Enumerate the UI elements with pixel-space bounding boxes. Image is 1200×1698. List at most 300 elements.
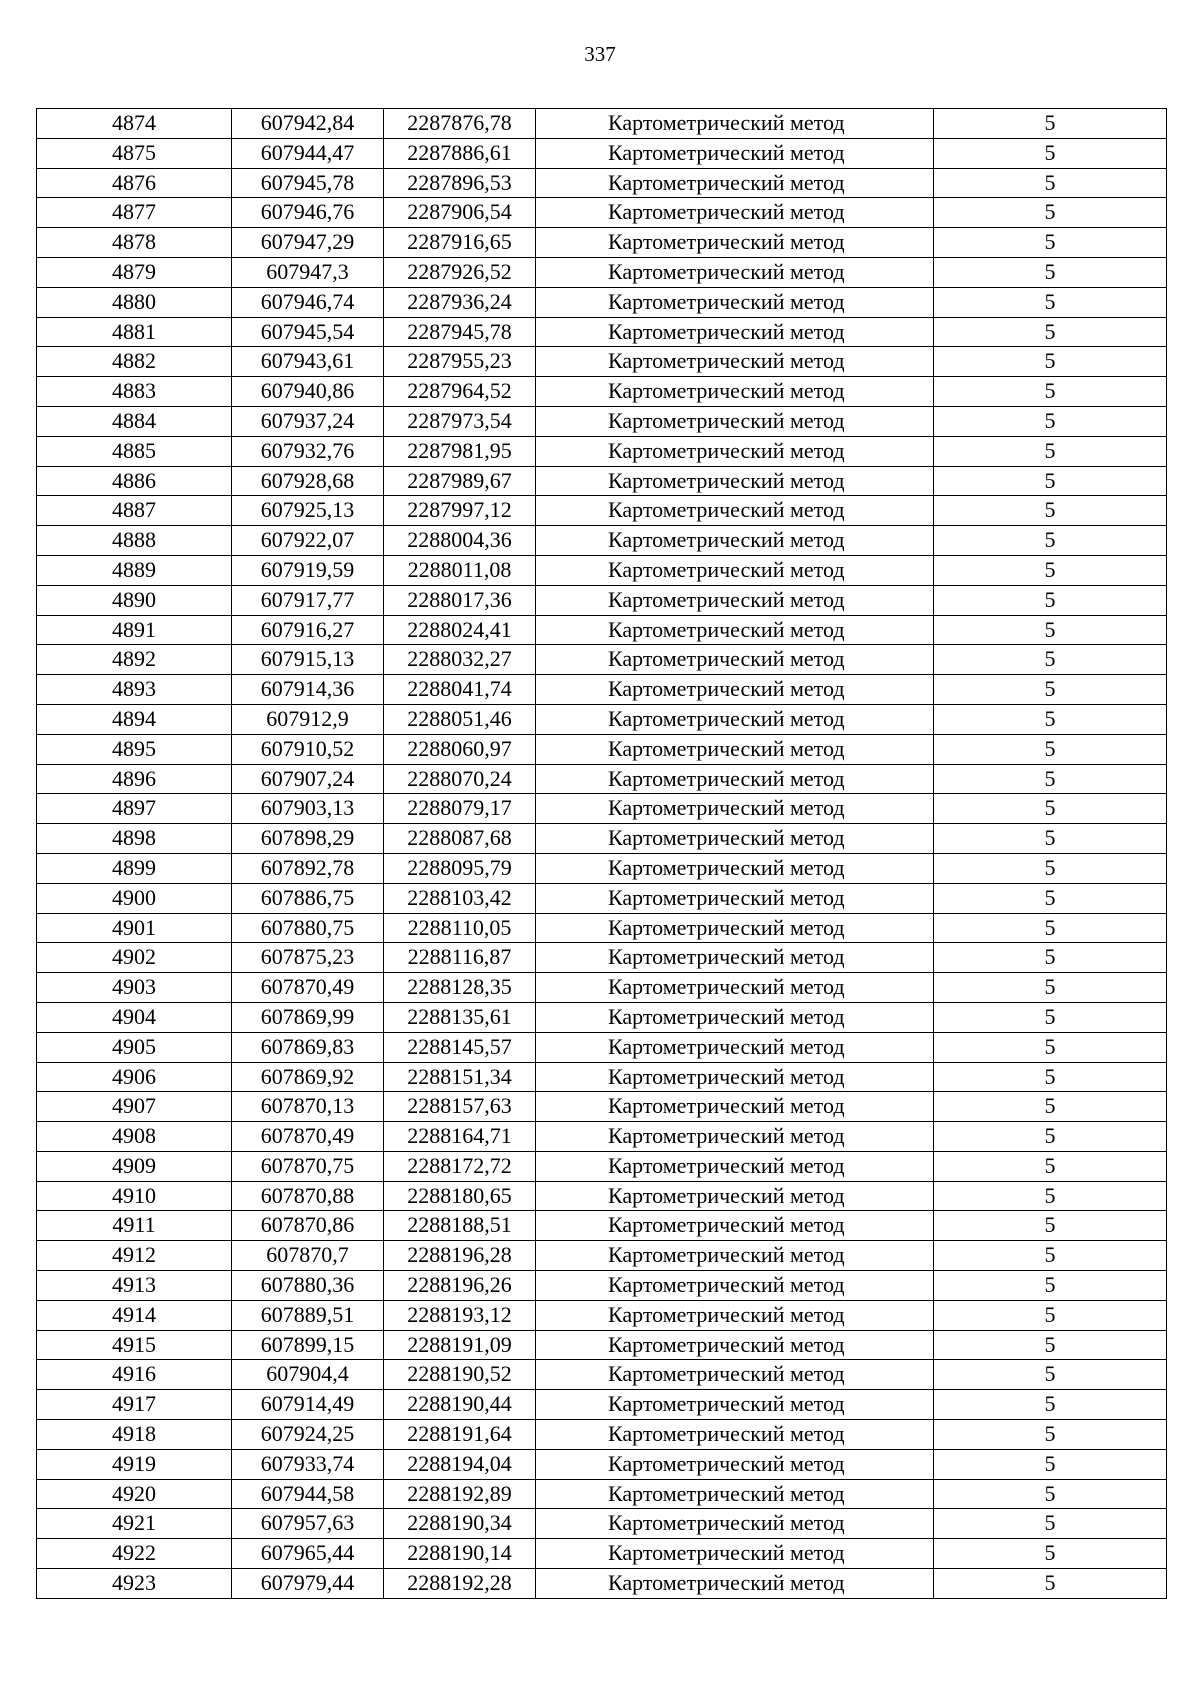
point-number-cell: 4911 — [37, 1211, 232, 1241]
y-coordinate-cell: 2288145,57 — [384, 1032, 536, 1062]
accuracy-cell: 5 — [934, 406, 1167, 436]
method-cell: Картометрический метод — [536, 257, 934, 287]
table-row — [37, 1151, 1167, 1181]
point-number-cell: 4899 — [37, 853, 232, 883]
accuracy-cell: 5 — [934, 347, 1167, 377]
accuracy-cell: 5 — [934, 973, 1167, 1003]
y-coordinate-cell: 2287886,61 — [384, 138, 536, 168]
x-coordinate-cell: 607869,92 — [232, 1062, 384, 1092]
point-number-cell: 4884 — [37, 406, 232, 436]
table-row — [37, 704, 1167, 734]
y-coordinate-cell: 2288193,12 — [384, 1300, 536, 1330]
y-coordinate-cell: 2288192,28 — [384, 1569, 536, 1599]
x-coordinate-cell: 607945,78 — [232, 168, 384, 198]
x-coordinate-cell: 607947,3 — [232, 257, 384, 287]
accuracy-cell: 5 — [934, 943, 1167, 973]
table-row — [37, 943, 1167, 973]
method-cell: Картометрический метод — [536, 1211, 934, 1241]
method-cell: Картометрический метод — [536, 555, 934, 585]
accuracy-cell: 5 — [934, 1569, 1167, 1599]
y-coordinate-cell: 2288135,61 — [384, 1002, 536, 1032]
point-number-cell: 4914 — [37, 1300, 232, 1330]
point-number-cell: 4898 — [37, 824, 232, 854]
accuracy-cell: 5 — [934, 824, 1167, 854]
accuracy-cell: 5 — [934, 228, 1167, 258]
method-cell: Картометрический метод — [536, 228, 934, 258]
table-row — [37, 168, 1167, 198]
table-row — [37, 257, 1167, 287]
y-coordinate-cell: 2288157,63 — [384, 1092, 536, 1122]
x-coordinate-cell: 607942,84 — [232, 109, 384, 139]
y-coordinate-cell: 2288017,36 — [384, 585, 536, 615]
x-coordinate-cell: 607880,36 — [232, 1271, 384, 1301]
method-cell: Картометрический метод — [536, 913, 934, 943]
y-coordinate-cell: 2287989,67 — [384, 466, 536, 496]
table-row — [37, 1479, 1167, 1509]
accuracy-cell: 5 — [934, 436, 1167, 466]
point-number-cell: 4923 — [37, 1569, 232, 1599]
table-row — [37, 1062, 1167, 1092]
table-row — [37, 1241, 1167, 1271]
table-row — [37, 1509, 1167, 1539]
method-cell: Картометрический метод — [536, 764, 934, 794]
method-cell: Картометрический метод — [536, 853, 934, 883]
table-row — [37, 109, 1167, 139]
x-coordinate-cell: 607940,86 — [232, 377, 384, 407]
y-coordinate-cell: 2287964,52 — [384, 377, 536, 407]
table-row — [37, 734, 1167, 764]
x-coordinate-cell: 607925,13 — [232, 496, 384, 526]
y-coordinate-cell: 2287997,12 — [384, 496, 536, 526]
y-coordinate-cell: 2288103,42 — [384, 883, 536, 913]
x-coordinate-cell: 607903,13 — [232, 794, 384, 824]
x-coordinate-cell: 607922,07 — [232, 526, 384, 556]
method-cell: Картометрический метод — [536, 526, 934, 556]
y-coordinate-cell: 2288180,65 — [384, 1181, 536, 1211]
table-row — [37, 764, 1167, 794]
x-coordinate-cell: 607932,76 — [232, 436, 384, 466]
x-coordinate-cell: 607944,58 — [232, 1479, 384, 1509]
method-cell: Картометрический метод — [536, 1569, 934, 1599]
accuracy-cell: 5 — [934, 1211, 1167, 1241]
x-coordinate-cell: 607892,78 — [232, 853, 384, 883]
x-coordinate-cell: 607946,76 — [232, 198, 384, 228]
point-number-cell: 4881 — [37, 317, 232, 347]
table-row — [37, 1122, 1167, 1152]
table-row — [37, 1002, 1167, 1032]
method-cell: Картометрический метод — [536, 1420, 934, 1450]
accuracy-cell: 5 — [934, 1330, 1167, 1360]
table-row — [37, 615, 1167, 645]
table-row — [37, 138, 1167, 168]
accuracy-cell: 5 — [934, 138, 1167, 168]
accuracy-cell: 5 — [934, 466, 1167, 496]
y-coordinate-cell: 2287973,54 — [384, 406, 536, 436]
accuracy-cell: 5 — [934, 1241, 1167, 1271]
x-coordinate-cell: 607870,88 — [232, 1181, 384, 1211]
point-number-cell: 4901 — [37, 913, 232, 943]
x-coordinate-cell: 607870,75 — [232, 1151, 384, 1181]
point-number-cell: 4910 — [37, 1181, 232, 1211]
table-row — [37, 496, 1167, 526]
method-cell: Картометрический метод — [536, 943, 934, 973]
table-row — [37, 1539, 1167, 1569]
x-coordinate-cell: 607965,44 — [232, 1539, 384, 1569]
y-coordinate-cell: 2288191,64 — [384, 1420, 536, 1450]
method-cell: Картометрический метод — [536, 406, 934, 436]
x-coordinate-cell: 607870,49 — [232, 1122, 384, 1152]
x-coordinate-cell: 607870,7 — [232, 1241, 384, 1271]
accuracy-cell: 5 — [934, 853, 1167, 883]
point-number-cell: 4909 — [37, 1151, 232, 1181]
accuracy-cell: 5 — [934, 198, 1167, 228]
accuracy-cell: 5 — [934, 883, 1167, 913]
point-number-cell: 4889 — [37, 555, 232, 585]
method-cell: Картометрический метод — [536, 973, 934, 1003]
y-coordinate-cell: 2288110,05 — [384, 913, 536, 943]
point-number-cell: 4908 — [37, 1122, 232, 1152]
x-coordinate-cell: 607946,74 — [232, 287, 384, 317]
point-number-cell: 4882 — [37, 347, 232, 377]
x-coordinate-cell: 607870,13 — [232, 1092, 384, 1122]
table-row — [37, 794, 1167, 824]
method-cell: Картометрический метод — [536, 1330, 934, 1360]
y-coordinate-cell: 2288011,08 — [384, 555, 536, 585]
method-cell: Картометрический метод — [536, 1062, 934, 1092]
x-coordinate-cell: 607916,27 — [232, 615, 384, 645]
accuracy-cell: 5 — [934, 1062, 1167, 1092]
table-row — [37, 883, 1167, 913]
method-cell: Картометрический метод — [536, 436, 934, 466]
x-coordinate-cell: 607957,63 — [232, 1509, 384, 1539]
method-cell: Картометрический метод — [536, 168, 934, 198]
x-coordinate-cell: 607910,52 — [232, 734, 384, 764]
y-coordinate-cell: 2288051,46 — [384, 704, 536, 734]
point-number-cell: 4875 — [37, 138, 232, 168]
y-coordinate-cell: 2288079,17 — [384, 794, 536, 824]
x-coordinate-cell: 607898,29 — [232, 824, 384, 854]
table-row — [37, 824, 1167, 854]
accuracy-cell: 5 — [934, 1092, 1167, 1122]
y-coordinate-cell: 2287981,95 — [384, 436, 536, 466]
y-coordinate-cell: 2287936,24 — [384, 287, 536, 317]
point-number-cell: 4880 — [37, 287, 232, 317]
coordinates-table — [36, 108, 1167, 1599]
method-cell: Картометрический метод — [536, 1181, 934, 1211]
accuracy-cell: 5 — [934, 764, 1167, 794]
accuracy-cell: 5 — [934, 526, 1167, 556]
method-cell: Картометрический метод — [536, 824, 934, 854]
accuracy-cell: 5 — [934, 585, 1167, 615]
accuracy-cell: 5 — [934, 168, 1167, 198]
method-cell: Картометрический метод — [536, 1360, 934, 1390]
x-coordinate-cell: 607924,25 — [232, 1420, 384, 1450]
point-number-cell: 4877 — [37, 198, 232, 228]
accuracy-cell: 5 — [934, 794, 1167, 824]
table-row — [37, 287, 1167, 317]
point-number-cell: 4920 — [37, 1479, 232, 1509]
accuracy-cell: 5 — [934, 1151, 1167, 1181]
method-cell: Картометрический метод — [536, 1002, 934, 1032]
method-cell: Картометрический метод — [536, 704, 934, 734]
table-row — [37, 645, 1167, 675]
y-coordinate-cell: 2287916,65 — [384, 228, 536, 258]
accuracy-cell: 5 — [934, 615, 1167, 645]
accuracy-cell: 5 — [934, 1479, 1167, 1509]
accuracy-cell: 5 — [934, 1002, 1167, 1032]
point-number-cell: 4903 — [37, 973, 232, 1003]
accuracy-cell: 5 — [934, 913, 1167, 943]
point-number-cell: 4885 — [37, 436, 232, 466]
y-coordinate-cell: 2288024,41 — [384, 615, 536, 645]
accuracy-cell: 5 — [934, 1032, 1167, 1062]
y-coordinate-cell: 2288188,51 — [384, 1211, 536, 1241]
point-number-cell: 4906 — [37, 1062, 232, 1092]
y-coordinate-cell: 2288128,35 — [384, 973, 536, 1003]
accuracy-cell: 5 — [934, 555, 1167, 585]
x-coordinate-cell: 607904,4 — [232, 1360, 384, 1390]
accuracy-cell: 5 — [934, 496, 1167, 526]
method-cell: Картометрический метод — [536, 109, 934, 139]
accuracy-cell: 5 — [934, 1509, 1167, 1539]
point-number-cell: 4918 — [37, 1420, 232, 1450]
x-coordinate-cell: 607899,15 — [232, 1330, 384, 1360]
table-row — [37, 406, 1167, 436]
y-coordinate-cell: 2288116,87 — [384, 943, 536, 973]
table-row — [37, 1569, 1167, 1599]
accuracy-cell: 5 — [934, 257, 1167, 287]
accuracy-cell: 5 — [934, 377, 1167, 407]
method-cell: Картометрический метод — [536, 645, 934, 675]
table-row — [37, 1300, 1167, 1330]
point-number-cell: 4888 — [37, 526, 232, 556]
accuracy-cell: 5 — [934, 1539, 1167, 1569]
method-cell: Картометрический метод — [536, 734, 934, 764]
table-row — [37, 1271, 1167, 1301]
table-row — [37, 1420, 1167, 1450]
y-coordinate-cell: 2288191,09 — [384, 1330, 536, 1360]
table-row — [37, 555, 1167, 585]
method-cell: Картометрический метод — [536, 883, 934, 913]
method-cell: Картометрический метод — [536, 138, 934, 168]
table-row — [37, 585, 1167, 615]
accuracy-cell: 5 — [934, 645, 1167, 675]
method-cell: Картометрический метод — [536, 1122, 934, 1152]
point-number-cell: 4887 — [37, 496, 232, 526]
x-coordinate-cell: 607870,86 — [232, 1211, 384, 1241]
y-coordinate-cell: 2288164,71 — [384, 1122, 536, 1152]
point-number-cell: 4913 — [37, 1271, 232, 1301]
x-coordinate-cell: 607943,61 — [232, 347, 384, 377]
point-number-cell: 4894 — [37, 704, 232, 734]
point-number-cell: 4878 — [37, 228, 232, 258]
x-coordinate-cell: 607889,51 — [232, 1300, 384, 1330]
point-number-cell: 4874 — [37, 109, 232, 139]
method-cell: Картометрический метод — [536, 1479, 934, 1509]
y-coordinate-cell: 2288172,72 — [384, 1151, 536, 1181]
accuracy-cell: 5 — [934, 1122, 1167, 1152]
method-cell: Картометрический метод — [536, 675, 934, 705]
method-cell: Картометрический метод — [536, 1151, 934, 1181]
x-coordinate-cell: 607869,99 — [232, 1002, 384, 1032]
table-row — [37, 1211, 1167, 1241]
table-row — [37, 436, 1167, 466]
x-coordinate-cell: 607907,24 — [232, 764, 384, 794]
y-coordinate-cell: 2288190,44 — [384, 1390, 536, 1420]
method-cell: Картометрический метод — [536, 1241, 934, 1271]
table-row — [37, 1360, 1167, 1390]
method-cell: Картометрический метод — [536, 377, 934, 407]
accuracy-cell: 5 — [934, 675, 1167, 705]
point-number-cell: 4912 — [37, 1241, 232, 1271]
point-number-cell: 4917 — [37, 1390, 232, 1420]
y-coordinate-cell: 2287896,53 — [384, 168, 536, 198]
x-coordinate-cell: 607947,29 — [232, 228, 384, 258]
point-number-cell: 4893 — [37, 675, 232, 705]
accuracy-cell: 5 — [934, 317, 1167, 347]
y-coordinate-cell: 2288087,68 — [384, 824, 536, 854]
y-coordinate-cell: 2288041,74 — [384, 675, 536, 705]
accuracy-cell: 5 — [934, 1300, 1167, 1330]
table-row — [37, 377, 1167, 407]
x-coordinate-cell: 607945,54 — [232, 317, 384, 347]
x-coordinate-cell: 607979,44 — [232, 1569, 384, 1599]
point-number-cell: 4900 — [37, 883, 232, 913]
x-coordinate-cell: 607919,59 — [232, 555, 384, 585]
method-cell: Картометрический метод — [536, 615, 934, 645]
y-coordinate-cell: 2287876,78 — [384, 109, 536, 139]
point-number-cell: 4891 — [37, 615, 232, 645]
point-number-cell: 4896 — [37, 764, 232, 794]
point-number-cell: 4876 — [37, 168, 232, 198]
table-row — [37, 675, 1167, 705]
point-number-cell: 4902 — [37, 943, 232, 973]
x-coordinate-cell: 607933,74 — [232, 1449, 384, 1479]
y-coordinate-cell: 2288192,89 — [384, 1479, 536, 1509]
y-coordinate-cell: 2288151,34 — [384, 1062, 536, 1092]
y-coordinate-cell: 2288196,26 — [384, 1271, 536, 1301]
table-row — [37, 466, 1167, 496]
accuracy-cell: 5 — [934, 1271, 1167, 1301]
method-cell: Картометрический метод — [536, 1449, 934, 1479]
y-coordinate-cell: 2288190,14 — [384, 1539, 536, 1569]
y-coordinate-cell: 2288060,97 — [384, 734, 536, 764]
point-number-cell: 4904 — [37, 1002, 232, 1032]
table-row — [37, 1032, 1167, 1062]
method-cell: Картометрический метод — [536, 1092, 934, 1122]
table-row — [37, 228, 1167, 258]
method-cell: Картометрический метод — [536, 317, 934, 347]
method-cell: Картометрический метод — [536, 1271, 934, 1301]
method-cell: Картометрический метод — [536, 1390, 934, 1420]
table-row — [37, 347, 1167, 377]
y-coordinate-cell: 2288095,79 — [384, 853, 536, 883]
table-row — [37, 317, 1167, 347]
y-coordinate-cell: 2288190,34 — [384, 1509, 536, 1539]
method-cell: Картометрический метод — [536, 794, 934, 824]
y-coordinate-cell: 2288196,28 — [384, 1241, 536, 1271]
accuracy-cell: 5 — [934, 1181, 1167, 1211]
accuracy-cell: 5 — [934, 1449, 1167, 1479]
y-coordinate-cell: 2287955,23 — [384, 347, 536, 377]
y-coordinate-cell: 2288032,27 — [384, 645, 536, 675]
y-coordinate-cell: 2288190,52 — [384, 1360, 536, 1390]
x-coordinate-cell: 607875,23 — [232, 943, 384, 973]
method-cell: Картометрический метод — [536, 1509, 934, 1539]
x-coordinate-cell: 607870,49 — [232, 973, 384, 1003]
accuracy-cell: 5 — [934, 287, 1167, 317]
method-cell: Картометрический метод — [536, 287, 934, 317]
accuracy-cell: 5 — [934, 704, 1167, 734]
point-number-cell: 4916 — [37, 1360, 232, 1390]
point-number-cell: 4915 — [37, 1330, 232, 1360]
table-row — [37, 973, 1167, 1003]
y-coordinate-cell: 2288004,36 — [384, 526, 536, 556]
method-cell: Картометрический метод — [536, 1300, 934, 1330]
y-coordinate-cell: 2287926,52 — [384, 257, 536, 287]
table-row — [37, 1330, 1167, 1360]
point-number-cell: 4883 — [37, 377, 232, 407]
x-coordinate-cell: 607944,47 — [232, 138, 384, 168]
table-row — [37, 1449, 1167, 1479]
x-coordinate-cell: 607869,83 — [232, 1032, 384, 1062]
point-number-cell: 4922 — [37, 1539, 232, 1569]
coordinates-table-body — [37, 109, 1167, 1599]
point-number-cell: 4890 — [37, 585, 232, 615]
table-row — [37, 1092, 1167, 1122]
point-number-cell: 4879 — [37, 257, 232, 287]
accuracy-cell: 5 — [934, 1420, 1167, 1450]
accuracy-cell: 5 — [934, 734, 1167, 764]
method-cell: Картометрический метод — [536, 1032, 934, 1062]
method-cell: Картометрический метод — [536, 1539, 934, 1569]
table-row — [37, 853, 1167, 883]
point-number-cell: 4919 — [37, 1449, 232, 1479]
point-number-cell: 4921 — [37, 1509, 232, 1539]
y-coordinate-cell: 2288070,24 — [384, 764, 536, 794]
table-row — [37, 1181, 1167, 1211]
point-number-cell: 4905 — [37, 1032, 232, 1062]
method-cell: Картометрический метод — [536, 585, 934, 615]
table-row — [37, 526, 1167, 556]
point-number-cell: 4892 — [37, 645, 232, 675]
x-coordinate-cell: 607937,24 — [232, 406, 384, 436]
method-cell: Картометрический метод — [536, 198, 934, 228]
y-coordinate-cell: 2287906,54 — [384, 198, 536, 228]
point-number-cell: 4897 — [37, 794, 232, 824]
table-row — [37, 198, 1167, 228]
x-coordinate-cell: 607917,77 — [232, 585, 384, 615]
method-cell: Картометрический метод — [536, 496, 934, 526]
point-number-cell: 4895 — [37, 734, 232, 764]
x-coordinate-cell: 607912,9 — [232, 704, 384, 734]
x-coordinate-cell: 607886,75 — [232, 883, 384, 913]
point-number-cell: 4907 — [37, 1092, 232, 1122]
page-number: 337 — [584, 42, 616, 66]
method-cell: Картометрический метод — [536, 466, 934, 496]
accuracy-cell: 5 — [934, 1360, 1167, 1390]
accuracy-cell: 5 — [934, 109, 1167, 139]
x-coordinate-cell: 607914,36 — [232, 675, 384, 705]
x-coordinate-cell: 607880,75 — [232, 913, 384, 943]
method-cell: Картометрический метод — [536, 347, 934, 377]
y-coordinate-cell: 2287945,78 — [384, 317, 536, 347]
x-coordinate-cell: 607928,68 — [232, 466, 384, 496]
accuracy-cell: 5 — [934, 1390, 1167, 1420]
table-row — [37, 913, 1167, 943]
x-coordinate-cell: 607914,49 — [232, 1390, 384, 1420]
y-coordinate-cell: 2288194,04 — [384, 1449, 536, 1479]
